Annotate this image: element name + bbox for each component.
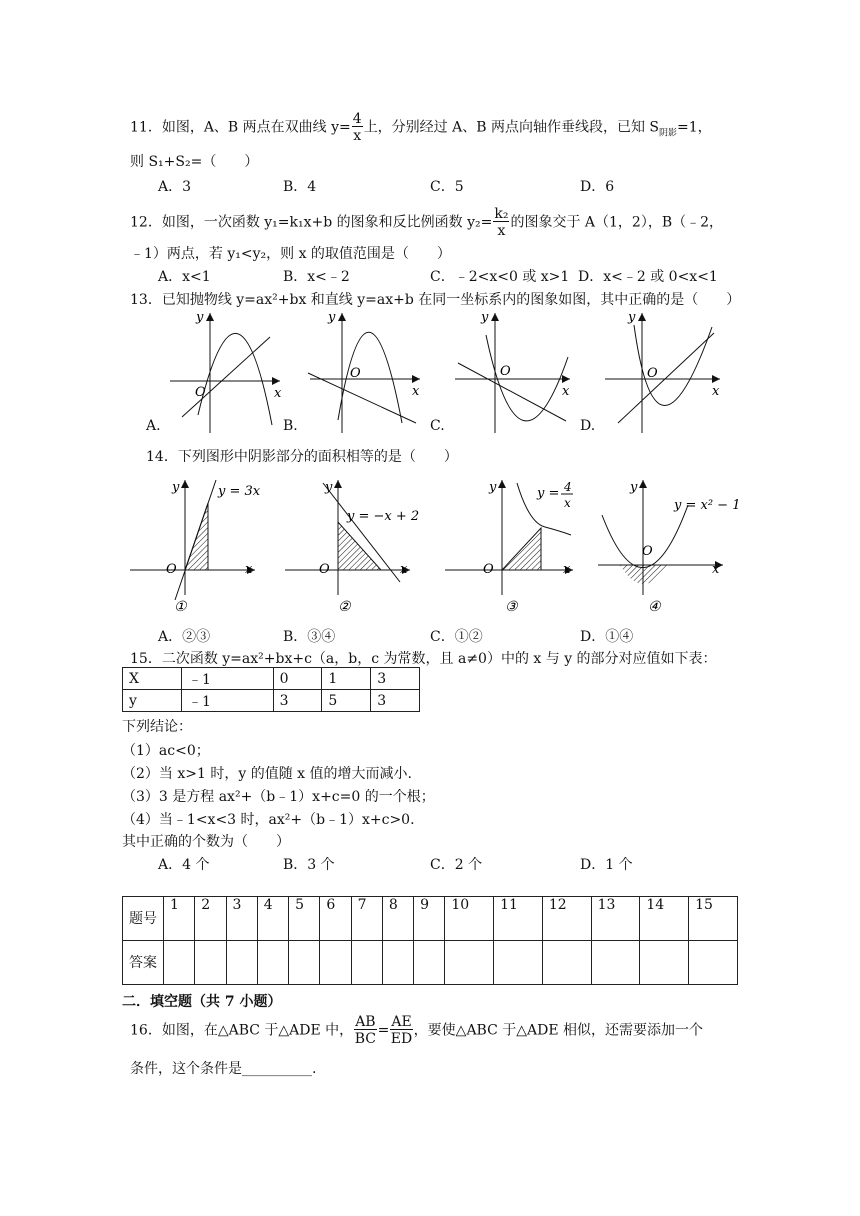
svg-text:y: y xyxy=(328,310,336,325)
table-row: X ﹣1 0 1 3 xyxy=(123,668,420,690)
equation-denominator: x xyxy=(564,496,571,510)
q16-fraction-2: $\frac{AE}{ED}$ xyxy=(390,1014,413,1047)
table-row: y ﹣1 3 5 3 xyxy=(123,690,420,712)
y-axis-label: y xyxy=(196,310,204,325)
answer-cell[interactable] xyxy=(542,941,591,985)
q14-option-d: D．①④ xyxy=(580,629,634,645)
q12-option-a: A．x<1 xyxy=(158,269,211,285)
answer-cell[interactable] xyxy=(640,941,689,985)
answer-cell[interactable] xyxy=(414,941,445,985)
svg-text:y: y xyxy=(489,480,497,495)
q11-line2: 则 S₁+S₂=（ ） xyxy=(130,154,259,170)
answer-blank[interactable]: __________ xyxy=(242,1061,312,1077)
parabola xyxy=(486,335,568,421)
q15-conclusion-2: （2）当 x>1 时，y 的值随 x 值的增大而减小. xyxy=(122,766,412,782)
q11-option-a: A．3 xyxy=(158,179,192,195)
caption: ① xyxy=(174,599,187,615)
svg-text:O: O xyxy=(166,562,177,577)
q15-conclusion-3: （3）3 是方程 ax²+（b﹣1）x+c=0 的一个根； xyxy=(122,789,435,805)
svg-text:y: y xyxy=(630,480,638,495)
caption: ④ xyxy=(648,599,661,615)
svg-text:y: y xyxy=(172,480,180,495)
answer-label: 答案 xyxy=(123,941,164,985)
q13-graph-a xyxy=(140,305,290,435)
equation-prefix: y = xyxy=(537,486,560,501)
svg-text:O: O xyxy=(647,366,658,381)
q15-conclusion-4: （4）当﹣1<x<3 时，ax²+（b﹣1）x+c>0. xyxy=(122,812,415,828)
svg-text:O: O xyxy=(319,562,330,577)
q14-graph-3 xyxy=(445,475,595,620)
q11-line1: 11．如图，A、B 两点在双曲线 y= $\frac{4}{x}$ 上，分别经过 A、B 两点向轴作垂线段，已知 $S_{阴影}=1$， xyxy=(130,111,712,144)
q14-graph-1 xyxy=(130,475,270,620)
q15-value-table xyxy=(122,667,420,712)
q16-line2: 条件，这个条件是__________. xyxy=(130,1061,317,1077)
svg-text:y: y xyxy=(325,480,333,495)
q13-label-a: A. xyxy=(146,418,161,434)
answer-cell[interactable] xyxy=(320,941,351,985)
equation-label: y = −x + 2 xyxy=(347,509,420,524)
q15-option-c: C．2 个 xyxy=(430,857,483,873)
svg-text:O: O xyxy=(350,366,361,381)
shaded-region xyxy=(502,528,541,570)
equation-numerator: 4 xyxy=(564,480,572,494)
q12-fraction: $\frac{\text{k₂}}{x}$ xyxy=(494,206,509,239)
answer-cell[interactable] xyxy=(351,941,382,985)
q13-label-c: C. xyxy=(430,418,445,434)
svg-text:y: y xyxy=(481,310,489,325)
svg-text:O: O xyxy=(642,544,653,559)
caption: ③ xyxy=(505,599,518,615)
answer-table-header-row: 题号 1 2 3 4 5 6 7 8 9 10 11 12 13 14 15 xyxy=(123,897,738,941)
q14-option-b: B．③④ xyxy=(283,629,336,645)
parabola xyxy=(634,325,712,406)
answer-cell[interactable] xyxy=(164,941,195,985)
q15-question: 其中正确的个数为（ ） xyxy=(122,834,290,850)
caption: ② xyxy=(338,599,351,615)
q11-option-c: C．5 xyxy=(430,179,464,195)
q12-line2: ﹣1）两点，若 y₁<y₂，则 x 的取值范围是（ ） xyxy=(130,246,451,262)
svg-text:x: x xyxy=(245,562,253,577)
answer-cell[interactable] xyxy=(226,941,257,985)
answer-cell[interactable] xyxy=(445,941,494,985)
q13-text: 13．已知抛物线 y=ax²+bx 和直线 y=ax+b 在同一坐标系内的图象如图，其中正确的是（ ） xyxy=(130,292,741,308)
svg-text:x: x xyxy=(562,384,570,399)
equation-label: y = 3x xyxy=(218,484,261,499)
q16-line1: 16．如图，在△ABC 于△ADE 中， $\frac{AB}{BC}$ = $\frac{AE}{ED}$ ，要使△ABC 于△ADE 相似，还需要添加一个 xyxy=(130,1014,704,1047)
q12-option-d: D．x<﹣2 或 0<x<1 xyxy=(578,269,718,285)
q14-graph-2 xyxy=(285,475,435,620)
answer-cell[interactable] xyxy=(591,941,640,985)
line xyxy=(182,337,270,417)
question-number-label: 题号 xyxy=(123,897,164,941)
x-axis-label: x xyxy=(274,386,282,401)
answer-cell[interactable] xyxy=(257,941,288,985)
answer-table xyxy=(122,896,738,985)
q11-option-b: B．4 xyxy=(283,179,317,195)
svg-text:y: y xyxy=(628,310,636,325)
svg-text:O: O xyxy=(500,364,511,379)
q14-option-c: C．①② xyxy=(430,629,483,645)
q14-graph-4 xyxy=(598,475,748,620)
q16-fraction-1: $\frac{AB}{BC}$ xyxy=(354,1014,377,1047)
q15-text: 15．二次函数 y=ax²+bx+c（a，b，c 为常数，且 a≠0）中的 x 与 y 的部分对应值如下表： xyxy=(130,651,717,667)
q12-option-c: C．﹣2<x<0 或 x>1 xyxy=(430,269,570,285)
line xyxy=(308,373,416,423)
q11-fraction: $\frac{4}{x}$ xyxy=(352,111,362,144)
parabola xyxy=(338,332,402,423)
answer-cell[interactable] xyxy=(195,941,226,985)
svg-text:x: x xyxy=(712,384,720,399)
q13-label-b: B. xyxy=(283,418,298,434)
answer-table-answer-row xyxy=(123,941,738,985)
line xyxy=(175,480,216,600)
q11-option-d: D．6 xyxy=(580,179,615,195)
q15-option-d: D．1 个 xyxy=(580,857,633,873)
answer-cell[interactable] xyxy=(689,941,738,985)
q15-option-b: B．3 个 xyxy=(283,857,335,873)
q14-text: 14．下列图形中阴影部分的面积相等的是（ ） xyxy=(146,449,458,465)
answer-cell[interactable] xyxy=(494,941,543,985)
q15-option-a: A．4 个 xyxy=(158,857,210,873)
q13-graph-d xyxy=(590,305,740,435)
origin-label: O xyxy=(195,385,206,400)
svg-text:x: x xyxy=(400,562,408,577)
answer-cell[interactable] xyxy=(289,941,320,985)
svg-text:O: O xyxy=(483,562,494,577)
section2-title: 二．填空题（共 7 小题） xyxy=(122,994,282,1010)
svg-text:x: x xyxy=(712,562,720,577)
svg-text:x: x xyxy=(412,384,420,399)
q15-conclusion-1: （1）ac<0； xyxy=(122,743,210,759)
answer-cell[interactable] xyxy=(382,941,413,985)
q15-intro: 下列结论： xyxy=(122,719,192,735)
q12-option-b: B．x<﹣2 xyxy=(283,269,350,285)
equation-label: y = x² − 1 xyxy=(674,498,741,513)
parabola xyxy=(198,333,272,425)
svg-text:x: x xyxy=(563,562,571,577)
q13-graph-c xyxy=(440,305,590,435)
q12-line1: 12．如图，一次函数 y₁=k₁x+b 的图象和反比例函数 y₂= $\frac{\text{k₂}}{x}$ 的图象交于 A（1，2），B（﹣2， xyxy=(130,206,724,239)
q14-option-a: A．②③ xyxy=(158,629,211,645)
line xyxy=(458,363,566,421)
line xyxy=(618,333,714,423)
q13-graph-b xyxy=(290,305,440,435)
q13-label-d: D. xyxy=(580,418,596,434)
